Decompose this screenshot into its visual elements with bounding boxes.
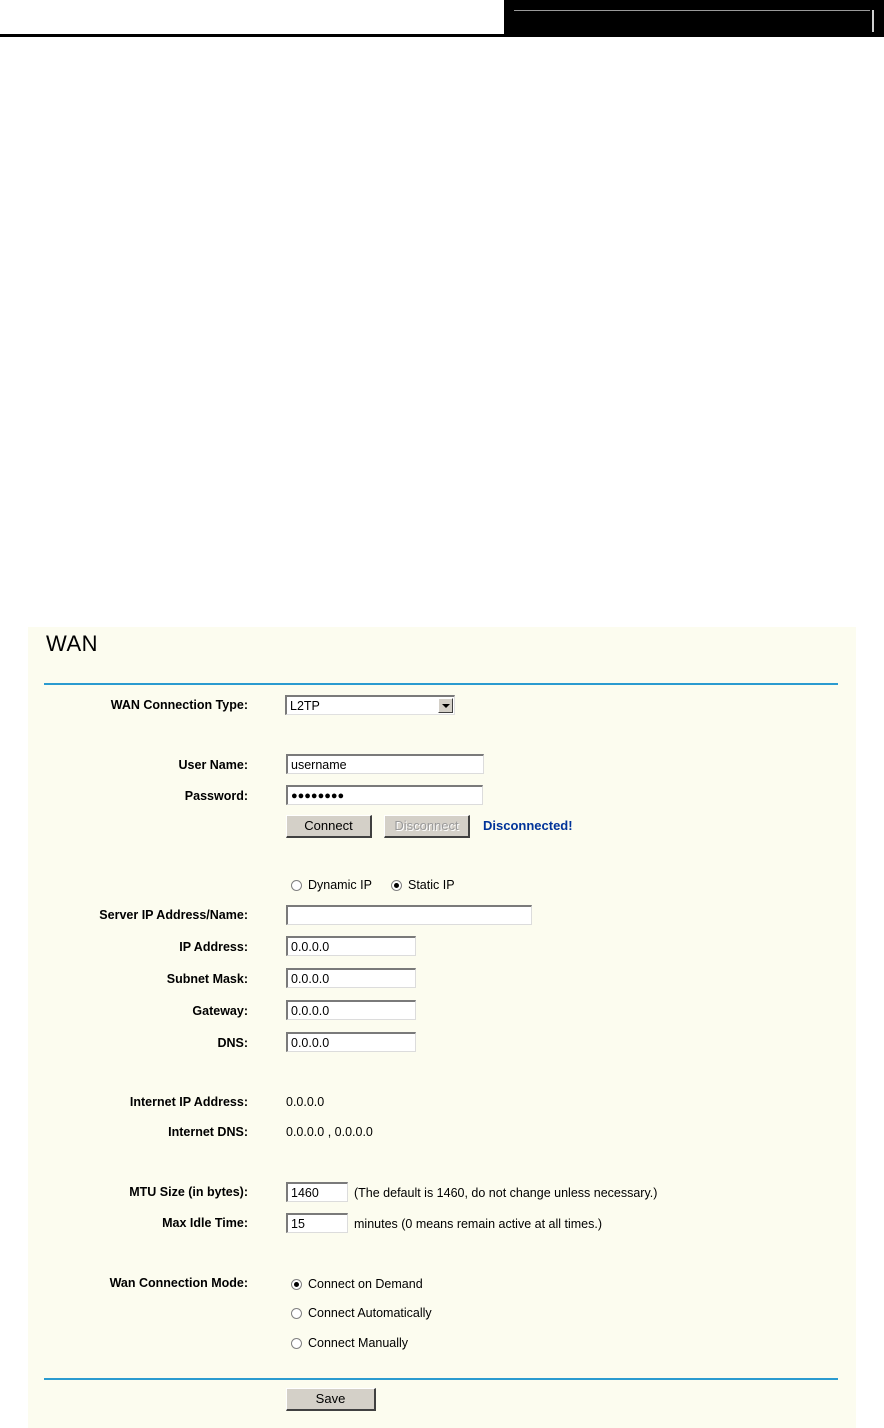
subnet-mask-label: Subnet Mask: xyxy=(166,972,248,986)
connect-automatically-label: Connect Automatically xyxy=(308,1306,432,1320)
connection-type-label: WAN Connection Type: xyxy=(110,698,248,712)
connect-manually-label: Connect Manually xyxy=(308,1336,409,1350)
max-idle-input[interactable]: 15 xyxy=(286,1213,348,1233)
gateway-label: Gateway: xyxy=(192,1004,248,1018)
server-ip-input[interactable] xyxy=(286,905,532,925)
wan-mode-label: Wan Connection Mode: xyxy=(109,1276,248,1290)
header-inner-line xyxy=(514,10,870,11)
max-idle-label: Max Idle Time: xyxy=(162,1216,248,1230)
connect-button[interactable]: Connect xyxy=(286,815,372,838)
dynamic-ip-label: Dynamic IP xyxy=(308,878,372,892)
max-idle-note: minutes (0 means remain active at all times.) xyxy=(354,1217,603,1231)
disconnect-button[interactable]: Disconnect xyxy=(384,815,470,838)
connect-manually-radio[interactable] xyxy=(291,1338,302,1349)
connection-type-value: L2TP xyxy=(290,699,320,713)
top-divider xyxy=(44,683,838,685)
internet-dns-label: Internet DNS: xyxy=(168,1125,248,1139)
header-rule xyxy=(0,34,504,37)
dns-label: DNS: xyxy=(217,1036,248,1050)
page-title: WAN xyxy=(46,631,99,656)
connect-automatically-radio[interactable] xyxy=(291,1308,302,1319)
ip-address-label: IP Address: xyxy=(179,940,248,954)
save-button[interactable]: Save xyxy=(286,1388,376,1411)
connect-on-demand-label: Connect on Demand xyxy=(308,1277,423,1291)
connect-on-demand-radio[interactable] xyxy=(291,1279,302,1290)
mtu-input[interactable]: 1460 xyxy=(286,1182,348,1202)
user-name-input[interactable]: username xyxy=(286,754,484,774)
static-ip-label: Static IP xyxy=(408,878,455,892)
header-tick xyxy=(872,10,874,32)
password-label: Password: xyxy=(184,789,248,803)
internet-ip-value: 0.0.0.0 xyxy=(286,1095,325,1109)
chevron-down-icon[interactable] xyxy=(438,698,453,713)
internet-dns-value: 0.0.0.0 , 0.0.0.0 xyxy=(286,1125,373,1139)
server-ip-label: Server IP Address/Name: xyxy=(99,908,248,922)
user-name-label: User Name: xyxy=(178,758,248,772)
gateway-input[interactable]: 0.0.0.0 xyxy=(286,1000,416,1020)
connection-status: Disconnected! xyxy=(483,818,573,833)
bottom-divider xyxy=(44,1378,838,1380)
mtu-note: (The default is 1460, do not change unless necessary.) xyxy=(354,1186,658,1200)
dns-input[interactable]: 0.0.0.0 xyxy=(286,1032,416,1052)
ip-address-input[interactable]: 0.0.0.0 xyxy=(286,936,416,956)
connection-type-select[interactable] xyxy=(285,695,455,715)
header-block xyxy=(504,0,884,37)
internet-ip-label: Internet IP Address: xyxy=(129,1095,248,1109)
wan-panel xyxy=(28,627,856,1428)
static-ip-radio[interactable] xyxy=(391,880,402,891)
password-input[interactable]: ●●●●●●●● xyxy=(286,785,483,805)
mtu-label: MTU Size (in bytes): xyxy=(129,1185,248,1199)
subnet-mask-input[interactable]: 0.0.0.0 xyxy=(286,968,416,988)
dynamic-ip-radio[interactable] xyxy=(291,880,302,891)
